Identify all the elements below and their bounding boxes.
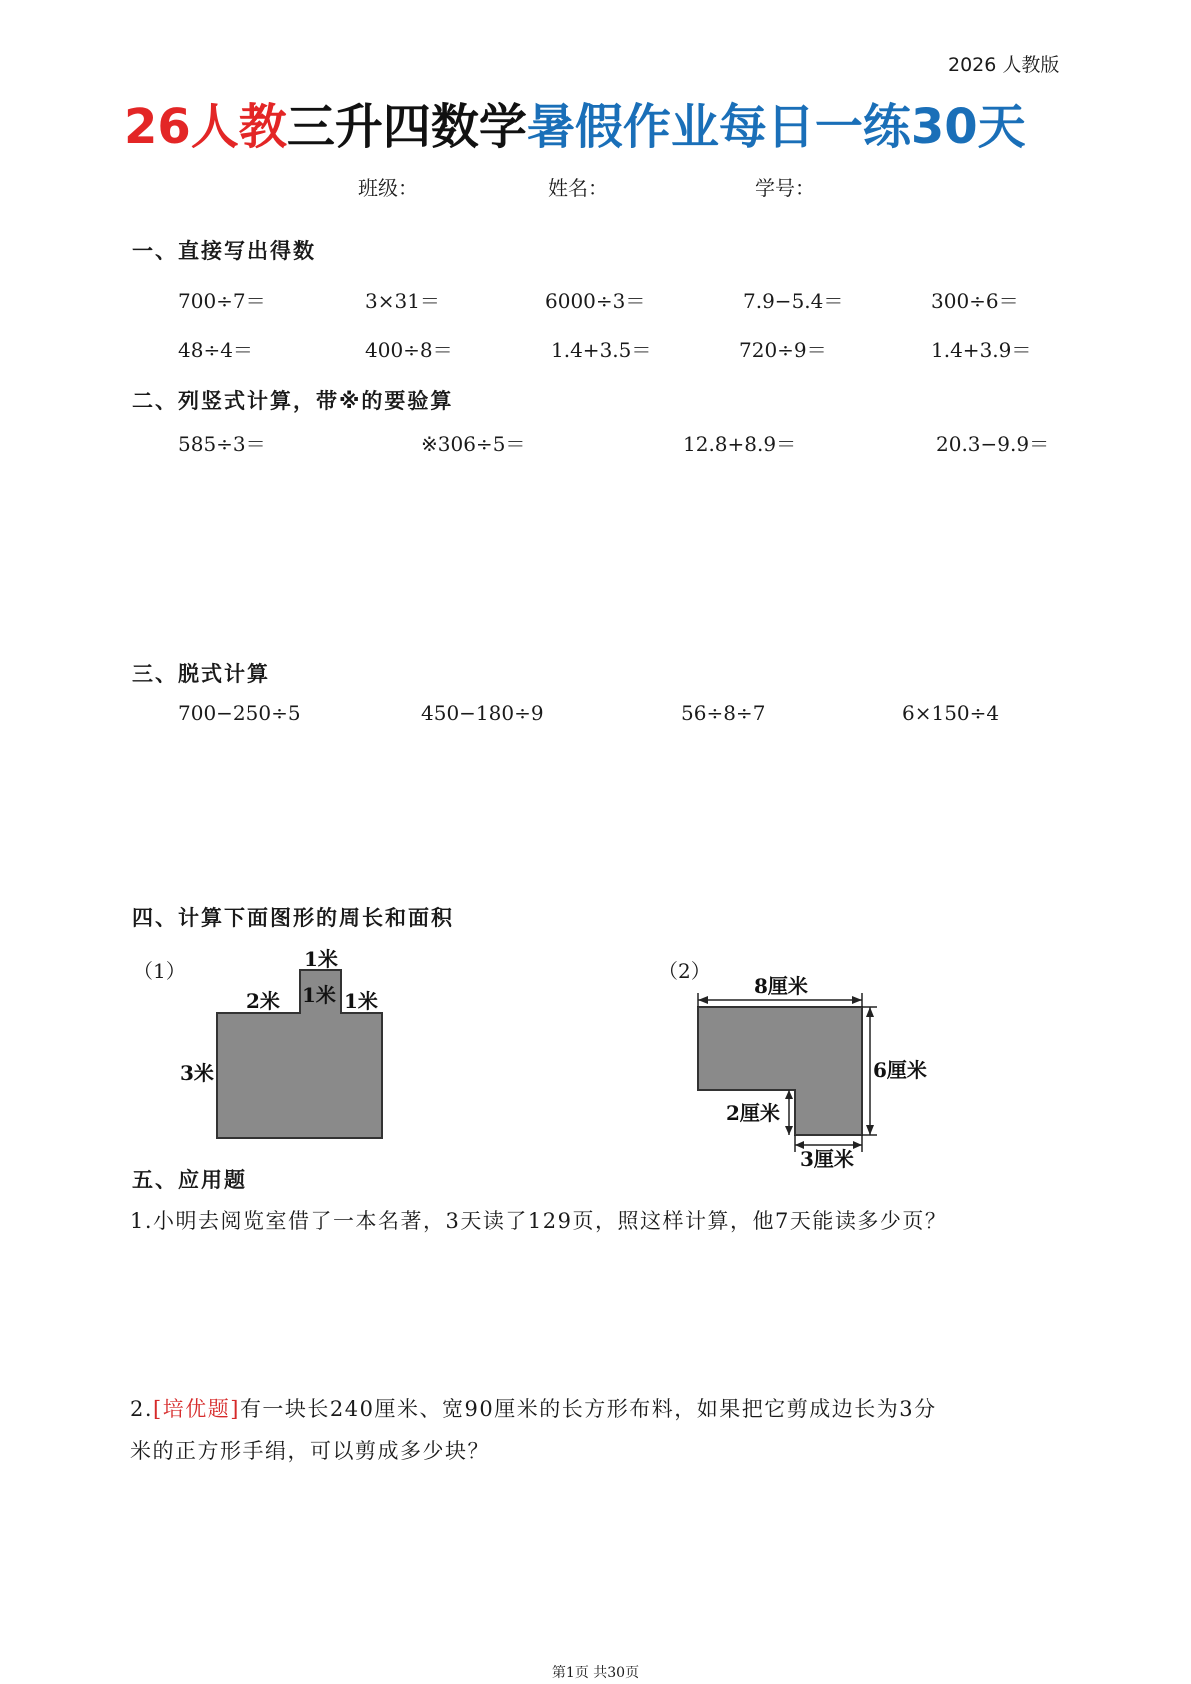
figure2-label: （2） [658,959,711,983]
page-number: 第1页 共30页 [551,1665,640,1681]
section5-heading: 五、应用题 [132,1168,247,1192]
stepwise-calc-1: 700−250÷5 [178,701,301,725]
expr-1-3: 6000÷3＝ [545,289,646,313]
expr-1-4: 7.9−5.4＝ [743,289,844,313]
section1-heading: 一、直接写出得数 [132,239,316,263]
figure1-left-height: 3米 [180,1061,214,1085]
figure2-bottom-width: 3厘米 [800,1147,854,1171]
word-problem-1: 1.小明去阅览室借了一本名著，3天读了129页，照这样计算，他7天能读多少页？ [130,1209,948,1233]
figure1-top-width: 1米 [304,947,338,971]
name-label: 姓名： [548,176,608,200]
student-id-label: 学号： [755,176,815,200]
expr-2-4: 720÷9＝ [739,338,827,362]
vertical-calc-4: 20.3−9.9＝ [936,432,1050,456]
section4-heading: 四、计算下面图形的周长和面积 [132,906,454,930]
expr-1-2: 3×31＝ [365,289,440,313]
stepwise-calc-4: 6×150÷4 [902,701,1000,725]
section2-heading: 二、列竖式计算，带※的要验算 [132,389,454,413]
stepwise-calc-2: 450−180÷9 [421,701,544,725]
section3-heading: 三、脱式计算 [132,662,270,686]
expr-1-1: 700÷7＝ [178,289,266,313]
word-problem-2-text: 有一块长240厘米、宽90厘米的长方形布料，如果把它剪成边长为3分 [239,1397,937,1421]
vertical-calc-2: ※306÷5＝ [421,432,526,456]
figure1-left-ledge: 2米 [246,989,280,1013]
class-label: 班级： [358,176,418,200]
word-problem-2-line1 [130,1388,937,1430]
expr-2-5: 1.4+3.9＝ [931,338,1032,362]
figure1-label: （1） [133,959,186,983]
figure2-top-width: 8厘米 [754,974,808,998]
vertical-calc-3: 12.8+8.9＝ [683,432,797,456]
expr-2-3: 1.4+3.5＝ [551,338,652,362]
advanced-tag: [培优题] [153,1397,240,1421]
stepwise-calc-3: 56÷8÷7 [681,701,766,725]
problem-number: 2. [130,1397,154,1421]
vertical-calc-1: 585÷3＝ [178,432,266,456]
word-problem-2-line2: 米的正方形手绢，可以剪成多少块？ [130,1439,490,1463]
title-red-part: 26人教 [124,99,287,155]
expr-1-5: 300÷6＝ [931,289,1019,313]
figure1-right-ledge: 1米 [344,989,378,1013]
figure1-inner-height: 1米 [302,983,336,1007]
expr-2-2: 400÷8＝ [365,338,453,362]
figure2-notch-height: 2厘米 [726,1101,780,1125]
title-blue-part: 暑假作业每日一练30天 [526,99,1026,155]
title-black-part: 三升四数学 [286,99,527,155]
expr-2-1: 48÷4＝ [178,338,253,362]
edition-label: 2026 人教版 [948,54,1060,76]
figure2-right-height: 6厘米 [873,1058,927,1082]
figure2-shape [698,1007,862,1135]
